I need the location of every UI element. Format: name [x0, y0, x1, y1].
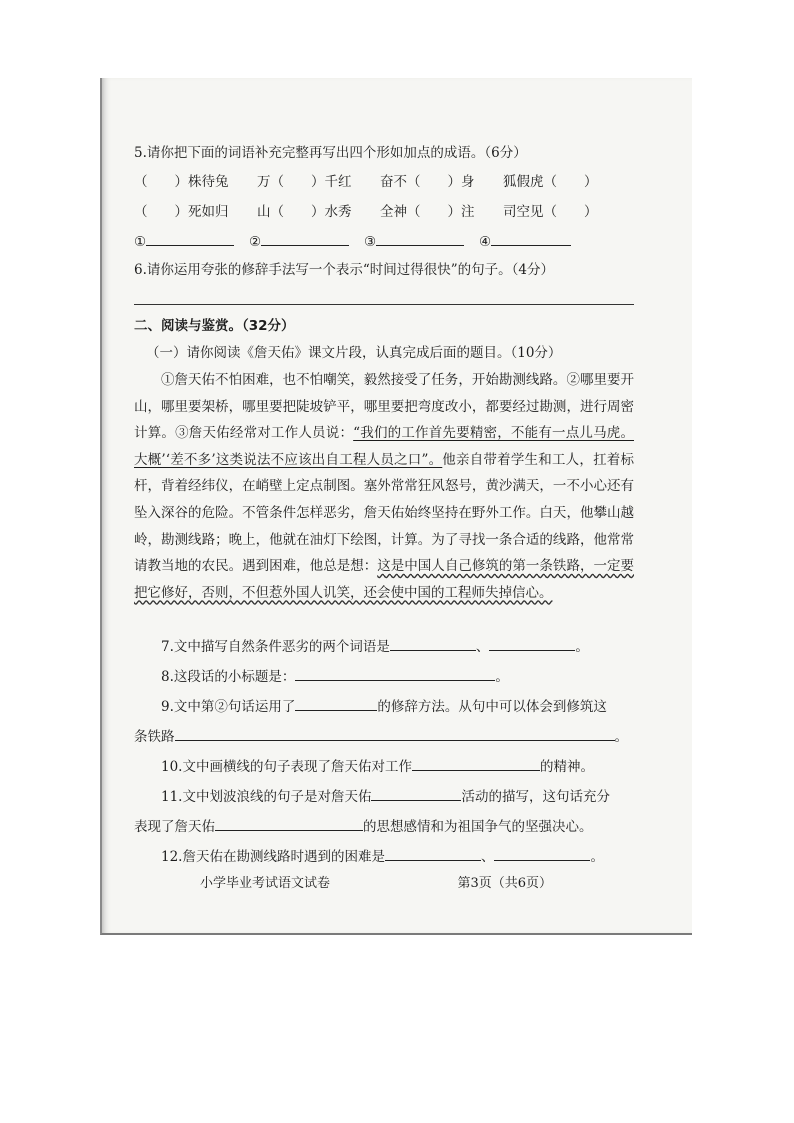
q7-end: 。: [575, 639, 589, 655]
q9-end: 。: [614, 729, 628, 745]
q11-text-b: 活动的描写，这句话充分: [461, 789, 610, 805]
q7: [134, 634, 634, 664]
passage-part-1: ①詹天佑不怕困难，也不怕嘲笑，毅然接受了任务，开始勘测线路。②哪里要开山，哪里要架桥，哪里要把陡坡铲平，哪里要把弯度改小，都要经过勘测，进行周密计算。③詹天佑经常对工作人员说：: [134, 372, 634, 442]
q9-text-c: 条铁路: [134, 729, 175, 745]
q6-answer-line[interactable]: [134, 284, 634, 305]
q6-prompt: 6.请你运用夸张的修辞手法写一个表示“时间过得很快”的句子。（4分）: [134, 262, 555, 278]
q11-text-d: 的思想感情和为祖国争气的坚强决心。: [363, 819, 593, 835]
answer-label-1: ①: [134, 233, 147, 250]
idiom-4: 狐假虎（ ）: [503, 173, 598, 190]
answer-blank-2[interactable]: [261, 229, 349, 246]
answer-blank-4[interactable]: [491, 229, 571, 246]
q9: [134, 694, 634, 724]
idiom-8: 司空见（ ）: [503, 203, 598, 220]
q11: [134, 784, 634, 814]
q12-blank-2[interactable]: [494, 844, 590, 861]
q8-text: 8.这段话的小标题是：: [161, 669, 296, 685]
q7-sep: 、: [475, 639, 490, 655]
q9-blank-1[interactable]: [295, 694, 377, 711]
exam-content: [134, 140, 634, 874]
q9-cont: [134, 724, 634, 754]
q11-blank-2[interactable]: [215, 814, 363, 831]
section-2-sub-1: （一）请你阅读《詹天佑》课文片段，认真完成后面的题目。（10分）: [146, 345, 562, 361]
idiom-3: 奋不（ ）身: [380, 173, 475, 190]
q5-row-2: [134, 197, 634, 227]
footer-page-number: 第3页（共6页）: [457, 876, 552, 891]
q10-blank[interactable]: [412, 754, 540, 771]
footer-title: 小学毕业考试语文试卷: [200, 876, 331, 891]
q12-blank-1[interactable]: [385, 844, 481, 861]
q12: [134, 844, 634, 874]
q9-blank-2[interactable]: [175, 724, 615, 741]
section-2-title: 二、阅读与鉴赏。（32分）: [134, 318, 295, 334]
q7-blank-1[interactable]: [390, 634, 476, 651]
q8: [134, 664, 634, 694]
q10-text-a: 10.文中画横线的句子表现了詹天佑对工作: [161, 759, 412, 775]
q5-answer-row: [134, 227, 634, 257]
idiom-1: （ ）株待兔: [134, 173, 229, 190]
q7-text: 7.文中描写自然条件恶劣的两个词语是: [161, 639, 390, 655]
passage-underlined: “我们的工作首先要精密，不能有一点儿马虎。大概’‘差不多’这类说法不应该出自工程人员之口”。: [134, 425, 634, 468]
idiom-7: 全神（ ）注: [380, 203, 475, 220]
q12-sep: 、: [480, 849, 495, 865]
answer-blank-3[interactable]: [376, 229, 464, 246]
answer-blank-1[interactable]: [146, 229, 234, 246]
q10-text-b: 的精神。: [539, 759, 594, 775]
q11-blank-1[interactable]: [371, 784, 461, 801]
q10: [134, 754, 634, 784]
q11-cont: [134, 814, 634, 844]
q5-prompt: 5.请你把下面的词语补充完整再写出四个形如加点的成语。（6分）: [134, 145, 527, 161]
passage-part-2: 他亲自带着学生和工人，扛着标杆，背着经纬仪，在峭壁上定点制图。塞外常常狂风怒号，黄沙满天，一不小心还有坠入深谷的危险。不管条件怎样恶劣，詹天佑始终坚持在野外工作。白天，他攀山越岭，勘测线路；晚上，他就在油灯下绘图，计算。为了寻找一条合适的线路，他常常请教当地的农民。遇到困难，他总是想：: [134, 451, 634, 575]
passage: [134, 367, 634, 634]
idiom-6: 山（ ）水秀: [257, 203, 352, 220]
passage-wavy: 这是中国人自己修筑的第一条铁路，一定要把它修好，否则，不但惹外国人讥笑，还会使中国的工程师失掉信心。: [134, 558, 634, 601]
answer-label-3: ③: [364, 233, 377, 250]
idiom-2: 万（ ）千红: [257, 173, 352, 190]
answer-label-4: ④: [479, 233, 492, 250]
idiom-5: （ ）死如归: [134, 203, 229, 220]
answer-label-2: ②: [249, 233, 262, 250]
page-footer: [200, 872, 640, 891]
q9-text-a: 9.文中第②句话运用了: [161, 699, 296, 715]
q8-end: 。: [495, 669, 509, 685]
q12-text: 12.詹天佑在勘测线路时遇到的困难是: [161, 849, 385, 865]
q5-row-1: [134, 167, 634, 197]
q11-text-c: 表现了詹天佑: [134, 819, 215, 835]
q11-text-a: 11.文中划波浪线的句子是对詹天佑: [161, 789, 372, 805]
q12-end: 。: [590, 849, 604, 865]
q8-blank[interactable]: [295, 664, 495, 681]
q9-text-b: 的修辞方法。从句中可以体会到修筑这: [377, 699, 607, 715]
q7-blank-2[interactable]: [489, 634, 575, 651]
